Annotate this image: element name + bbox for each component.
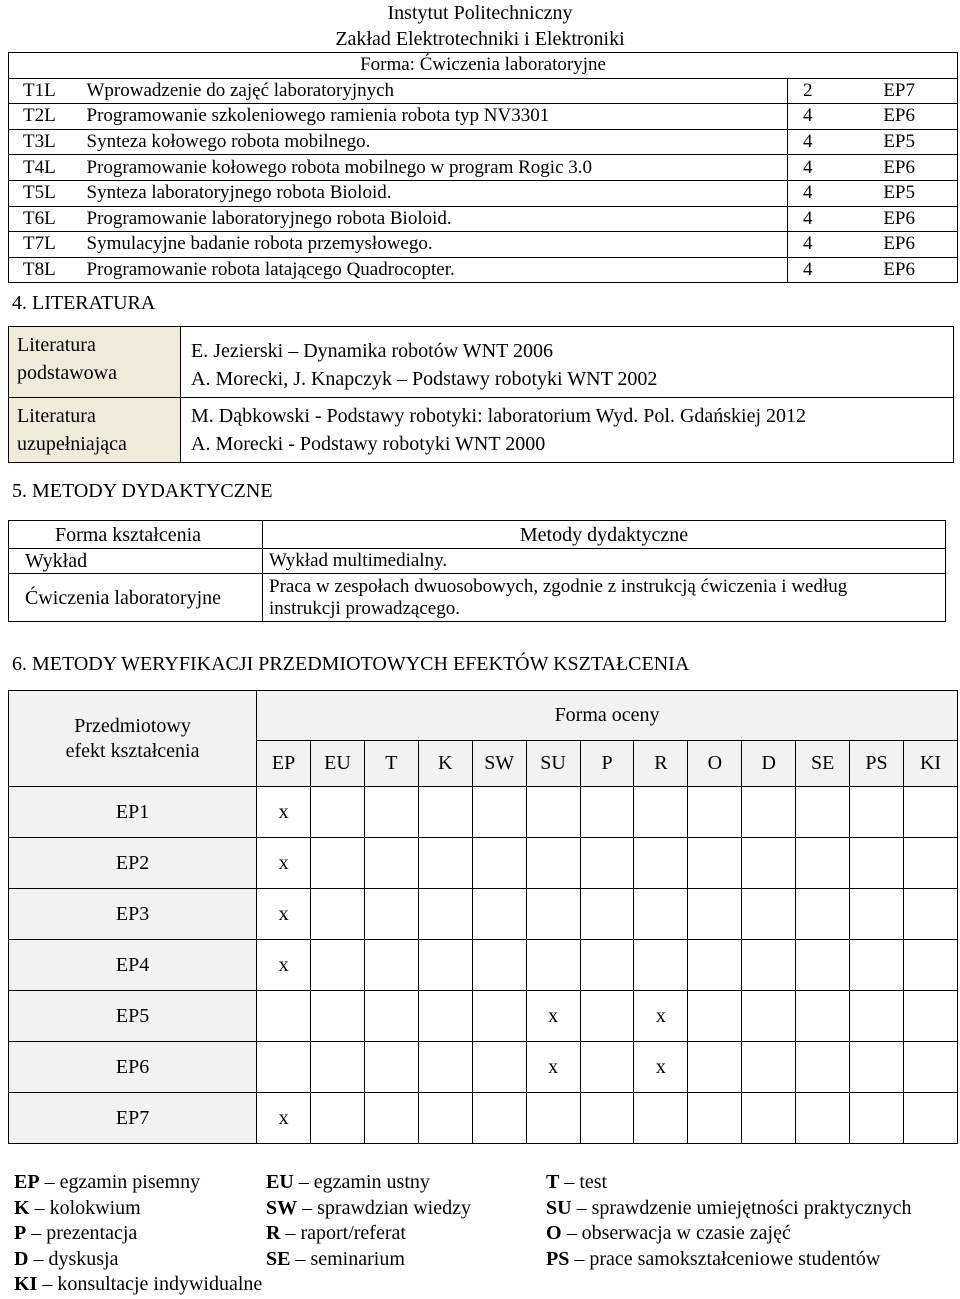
legend-item xyxy=(266,1170,430,1196)
legend-key: SE xyxy=(266,1247,291,1270)
verification-column: R xyxy=(634,741,688,787)
verification-mark xyxy=(688,889,742,940)
legend-key: KI xyxy=(14,1273,38,1295)
legend-value: kolokwium xyxy=(49,1196,141,1219)
topic-effect: EP6 xyxy=(828,232,958,258)
verification-table xyxy=(8,690,958,1144)
verification-mark xyxy=(580,838,634,889)
verification-mark xyxy=(742,889,796,940)
legend-key: R xyxy=(266,1222,281,1244)
legend-item xyxy=(14,1272,262,1298)
verification-mark xyxy=(364,889,418,940)
legend-value: raport/referat xyxy=(300,1222,406,1244)
verification-mark xyxy=(472,787,526,838)
verification-row xyxy=(9,1042,958,1093)
legend-key: EU xyxy=(266,1171,294,1193)
verification-mark xyxy=(742,991,796,1042)
methods-col-methods: Metody dydaktyczne xyxy=(263,521,946,549)
topic-hours: 4 xyxy=(788,257,828,283)
methods-header-row xyxy=(9,521,946,549)
verification-mark xyxy=(903,1042,957,1093)
legend-key: K xyxy=(14,1196,30,1219)
verification-mark xyxy=(850,838,904,889)
verification-mark xyxy=(526,1093,580,1144)
verification-mark xyxy=(580,940,634,991)
verification-mark xyxy=(526,838,580,889)
legend-dash: – xyxy=(576,1196,587,1219)
legend-key: EP xyxy=(14,1171,40,1193)
verification-mark: x xyxy=(257,838,311,889)
topic-title: Wprowadzenie do zajęć laboratoryjnych xyxy=(81,78,788,104)
verification-label-header: Przedmiotowy efekt kształcenia xyxy=(9,691,257,787)
verification-mark xyxy=(472,940,526,991)
literature-basic-list xyxy=(181,327,954,398)
verification-mark xyxy=(850,1093,904,1144)
legend-item xyxy=(14,1170,200,1196)
topic-code: T7L xyxy=(9,232,81,258)
verification-mark: x xyxy=(257,889,311,940)
verification-mark xyxy=(850,889,904,940)
legend-value: sprawdzian wiedzy xyxy=(317,1196,471,1219)
topic-hours: 4 xyxy=(788,232,828,258)
verification-mark xyxy=(742,838,796,889)
methods-row: Wykład Wykład multimedialny. xyxy=(9,549,946,574)
verification-mark xyxy=(418,991,472,1042)
topic-effect: EP5 xyxy=(828,129,958,155)
department-name: Zakład Elektrotechniki i Elektroniki xyxy=(335,28,625,50)
verification-mark xyxy=(257,991,311,1042)
verification-mark xyxy=(311,940,365,991)
topic-code: T6L xyxy=(9,206,81,232)
legend-item xyxy=(266,1196,471,1222)
verification-mark: x xyxy=(526,991,580,1042)
legend-dash: – xyxy=(285,1222,296,1244)
verification-mark xyxy=(526,889,580,940)
verification-mark xyxy=(472,991,526,1042)
topic-hours: 4 xyxy=(788,180,828,206)
verification-mark xyxy=(364,838,418,889)
topic-row xyxy=(9,257,958,283)
methods-table xyxy=(8,520,946,622)
topic-hours: 2 xyxy=(788,78,828,104)
legend-value: konsultacje indywidualne xyxy=(57,1273,263,1295)
verification-mark xyxy=(418,1093,472,1144)
topic-hours: 4 xyxy=(788,206,828,232)
legend-key: O xyxy=(546,1222,562,1244)
topic-code: T5L xyxy=(9,180,81,206)
verification-mark xyxy=(472,889,526,940)
verification-mark xyxy=(688,787,742,838)
topic-code: T1L xyxy=(9,78,81,104)
verification-column: EP xyxy=(257,741,311,787)
verification-mark xyxy=(903,787,957,838)
topic-effect: EP6 xyxy=(828,206,958,232)
literature-item: A. Morecki - Podstawy robotyki WNT 2000 xyxy=(191,433,546,455)
legend-item xyxy=(546,1221,791,1247)
topic-code: T2L xyxy=(9,104,81,130)
verification-mark: x xyxy=(526,1042,580,1093)
literature-item: M. Dąbkowski - Podstawy robotyki: laboratorium Wyd. Pol. Gdańskiej 2012 xyxy=(191,405,807,427)
literature-supplementary-list xyxy=(181,398,954,463)
methods-row: Ćwiczenia laboratoryjne Praca w zespołach dwuosobowych, zgodnie z instrukcją ćwiczenia i według instrukcji prowadzącego. xyxy=(9,574,946,622)
verification-mark: x xyxy=(257,940,311,991)
verification-column: PS xyxy=(850,741,904,787)
verification-mark xyxy=(580,1093,634,1144)
verification-mark xyxy=(526,787,580,838)
verification-mark xyxy=(742,787,796,838)
verification-mark xyxy=(796,940,850,991)
topic-row xyxy=(9,232,958,258)
verification-mark xyxy=(634,940,688,991)
verification-mark xyxy=(850,991,904,1042)
legend-item xyxy=(546,1170,607,1196)
verification-mark xyxy=(742,940,796,991)
verification-mark xyxy=(364,1042,418,1093)
verification-mark xyxy=(257,1042,311,1093)
form-row xyxy=(9,53,958,79)
verification-row xyxy=(9,787,958,838)
literature-basic-row xyxy=(9,327,954,398)
topic-hours: 4 xyxy=(788,155,828,181)
verification-mark xyxy=(526,940,580,991)
literature-item: E. Jezierski – Dynamika robotów WNT 2006 xyxy=(191,340,553,362)
verification-mark xyxy=(850,1042,904,1093)
verification-mark xyxy=(364,991,418,1042)
verification-mark: x xyxy=(257,787,311,838)
legend-key: T xyxy=(546,1171,560,1193)
verification-mark xyxy=(688,838,742,889)
verification-column: SW xyxy=(472,741,526,787)
verification-mark xyxy=(472,1042,526,1093)
topic-hours: 4 xyxy=(788,104,828,130)
topic-effect: EP7 xyxy=(828,78,958,104)
effect-label: EP3 xyxy=(9,889,257,940)
verification-mark xyxy=(580,1042,634,1093)
legend-value: sprawdzenie umiejętności praktycznych xyxy=(591,1196,912,1219)
verification-mark xyxy=(418,940,472,991)
literature-supplementary-label: Literatura uzupełniająca xyxy=(9,398,181,463)
verification-row xyxy=(9,838,958,889)
legend-item xyxy=(546,1196,911,1222)
verification-mark xyxy=(850,940,904,991)
effect-label: EP6 xyxy=(9,1042,257,1093)
effect-label: EP4 xyxy=(9,940,257,991)
verification-mark xyxy=(311,991,365,1042)
legend-key: SU xyxy=(546,1196,572,1219)
legend-dash: – xyxy=(295,1247,306,1270)
verification-mark: x xyxy=(634,1042,688,1093)
verification-mark xyxy=(742,1042,796,1093)
verification-mark xyxy=(311,1093,365,1144)
literature-supplementary-row xyxy=(9,398,954,463)
legend-dash: – xyxy=(34,1196,45,1219)
legend-value: dyskusja xyxy=(48,1247,119,1270)
legend-item xyxy=(14,1221,137,1247)
legend-item xyxy=(14,1196,141,1222)
legend-dash: – xyxy=(574,1247,585,1270)
topic-title: Programowanie robota latającego Quadrocopter. xyxy=(81,257,788,283)
verification-mark xyxy=(311,889,365,940)
verification-mark xyxy=(903,991,957,1042)
topic-hours: 4 xyxy=(788,129,828,155)
legend-key: SW xyxy=(266,1196,298,1219)
verification-mark xyxy=(472,838,526,889)
effect-label: EP2 xyxy=(9,838,257,889)
verification-mark xyxy=(903,1093,957,1144)
topic-effect: EP6 xyxy=(828,257,958,283)
verification-forma-header: Forma oceny xyxy=(257,691,958,741)
topic-row xyxy=(9,155,958,181)
verification-column: D xyxy=(742,741,796,787)
literature-item: A. Morecki, J. Knapczyk – Podstawy robotyki WNT 2002 xyxy=(191,368,658,390)
verification-column: KI xyxy=(903,741,957,787)
legend-value: test xyxy=(579,1171,608,1193)
topic-row xyxy=(9,78,958,104)
legend-value: egzamin ustny xyxy=(313,1171,430,1193)
literature-basic-label: Literatura podstawowa xyxy=(9,327,181,398)
legend-key: PS xyxy=(546,1247,570,1270)
literature-table xyxy=(8,326,954,463)
topic-title: Programowanie laboratoryjnego robota Bioloid. xyxy=(81,206,788,232)
legend-value: prezentacja xyxy=(46,1222,138,1244)
verification-mark xyxy=(311,787,365,838)
topic-code: T4L xyxy=(9,155,81,181)
topic-row xyxy=(9,180,958,206)
verification-mark xyxy=(418,787,472,838)
literature-section-title: 4. LITERATURA xyxy=(12,292,156,314)
verification-mark xyxy=(903,889,957,940)
verification-mark xyxy=(688,991,742,1042)
document-header xyxy=(0,0,960,52)
verification-section-title: 6. METODY WERYFIKACJI PRZEDMIOTOWYCH EFEKTÓW KSZTAŁCENIA xyxy=(12,653,690,675)
verification-mark xyxy=(742,1093,796,1144)
legend-dash: – xyxy=(302,1196,313,1219)
topic-title: Programowanie kołowego robota mobilnego w program Rogic 3.0 xyxy=(81,155,788,181)
verification-row xyxy=(9,940,958,991)
topic-title: Symulacyjne badanie robota przemysłowego. xyxy=(81,232,788,258)
verification-column: K xyxy=(418,741,472,787)
institute-name: Instytut Politechniczny xyxy=(387,2,573,24)
legend-dash: – xyxy=(298,1171,309,1193)
legend-item xyxy=(266,1221,406,1247)
topic-code: T3L xyxy=(9,129,81,155)
topic-row xyxy=(9,206,958,232)
verification-mark xyxy=(311,1042,365,1093)
methods-col-form: Forma kształcenia xyxy=(9,521,263,549)
verification-mark xyxy=(634,1093,688,1144)
verification-mark xyxy=(364,940,418,991)
topics-table xyxy=(8,52,958,283)
verification-row xyxy=(9,889,958,940)
verification-mark: x xyxy=(634,991,688,1042)
legend-dash: – xyxy=(566,1222,577,1244)
verification-mark xyxy=(418,838,472,889)
methods-section-title: 5. METODY DYDAKTYCZNE xyxy=(12,480,273,502)
topic-effect: EP6 xyxy=(828,104,958,130)
verification-mark xyxy=(634,889,688,940)
topic-effect: EP5 xyxy=(828,180,958,206)
verification-column: O xyxy=(688,741,742,787)
verification-column: EU xyxy=(311,741,365,787)
legend-item xyxy=(266,1247,405,1273)
effect-label: EP7 xyxy=(9,1093,257,1144)
verification-mark xyxy=(796,787,850,838)
verification-mark: x xyxy=(257,1093,311,1144)
legend-dash: – xyxy=(564,1171,575,1193)
topic-effect: EP6 xyxy=(828,155,958,181)
legend-value: obserwacja w czasie zajęć xyxy=(581,1222,791,1244)
verification-mark xyxy=(903,940,957,991)
verification-header-row xyxy=(9,691,958,741)
verification-column: SU xyxy=(526,741,580,787)
verification-mark xyxy=(472,1093,526,1144)
legend-value: egzamin pisemny xyxy=(59,1171,201,1193)
verification-column: P xyxy=(580,741,634,787)
verification-mark xyxy=(688,940,742,991)
legend-key: P xyxy=(14,1222,27,1244)
effect-label: EP5 xyxy=(9,991,257,1042)
topic-code: T8L xyxy=(9,257,81,283)
topic-row xyxy=(9,129,958,155)
verification-mark xyxy=(418,1042,472,1093)
topic-title: Programowanie szkoleniowego ramienia robota typ NV3301 xyxy=(81,104,788,130)
legend-value: prace samokształceniowe studentów xyxy=(589,1247,881,1270)
topic-title: Synteza kołowego robota mobilnego. xyxy=(81,129,788,155)
legend-dash: – xyxy=(44,1171,55,1193)
verification-mark xyxy=(796,1093,850,1144)
legend-key: D xyxy=(14,1247,29,1270)
legend-item xyxy=(14,1247,118,1273)
verification-mark xyxy=(634,787,688,838)
verification-mark xyxy=(796,838,850,889)
verification-mark xyxy=(580,889,634,940)
verification-mark xyxy=(796,889,850,940)
verification-column: SE xyxy=(796,741,850,787)
verification-mark xyxy=(580,787,634,838)
legend-item xyxy=(546,1247,880,1273)
legend-value: seminarium xyxy=(310,1247,405,1270)
verification-mark xyxy=(580,991,634,1042)
topic-title: Synteza laboratoryjnego robota Bioloid. xyxy=(81,180,788,206)
verification-mark xyxy=(364,1093,418,1144)
topic-row xyxy=(9,104,958,130)
verification-mark xyxy=(903,838,957,889)
legend-dash: – xyxy=(33,1247,44,1270)
verification-mark xyxy=(688,1042,742,1093)
verification-column: T xyxy=(364,741,418,787)
legend-dash: – xyxy=(42,1273,53,1295)
effect-label: EP1 xyxy=(9,787,257,838)
verification-row xyxy=(9,991,958,1042)
verification-row xyxy=(9,1093,958,1144)
verification-mark xyxy=(364,787,418,838)
verification-mark xyxy=(796,991,850,1042)
verification-mark xyxy=(796,1042,850,1093)
verification-mark xyxy=(311,838,365,889)
verification-mark xyxy=(688,1093,742,1144)
form-label: Forma: Ćwiczenia laboratoryjne xyxy=(9,53,958,79)
verification-mark xyxy=(634,838,688,889)
verification-mark xyxy=(418,889,472,940)
verification-mark xyxy=(850,787,904,838)
legend-dash: – xyxy=(31,1222,42,1244)
